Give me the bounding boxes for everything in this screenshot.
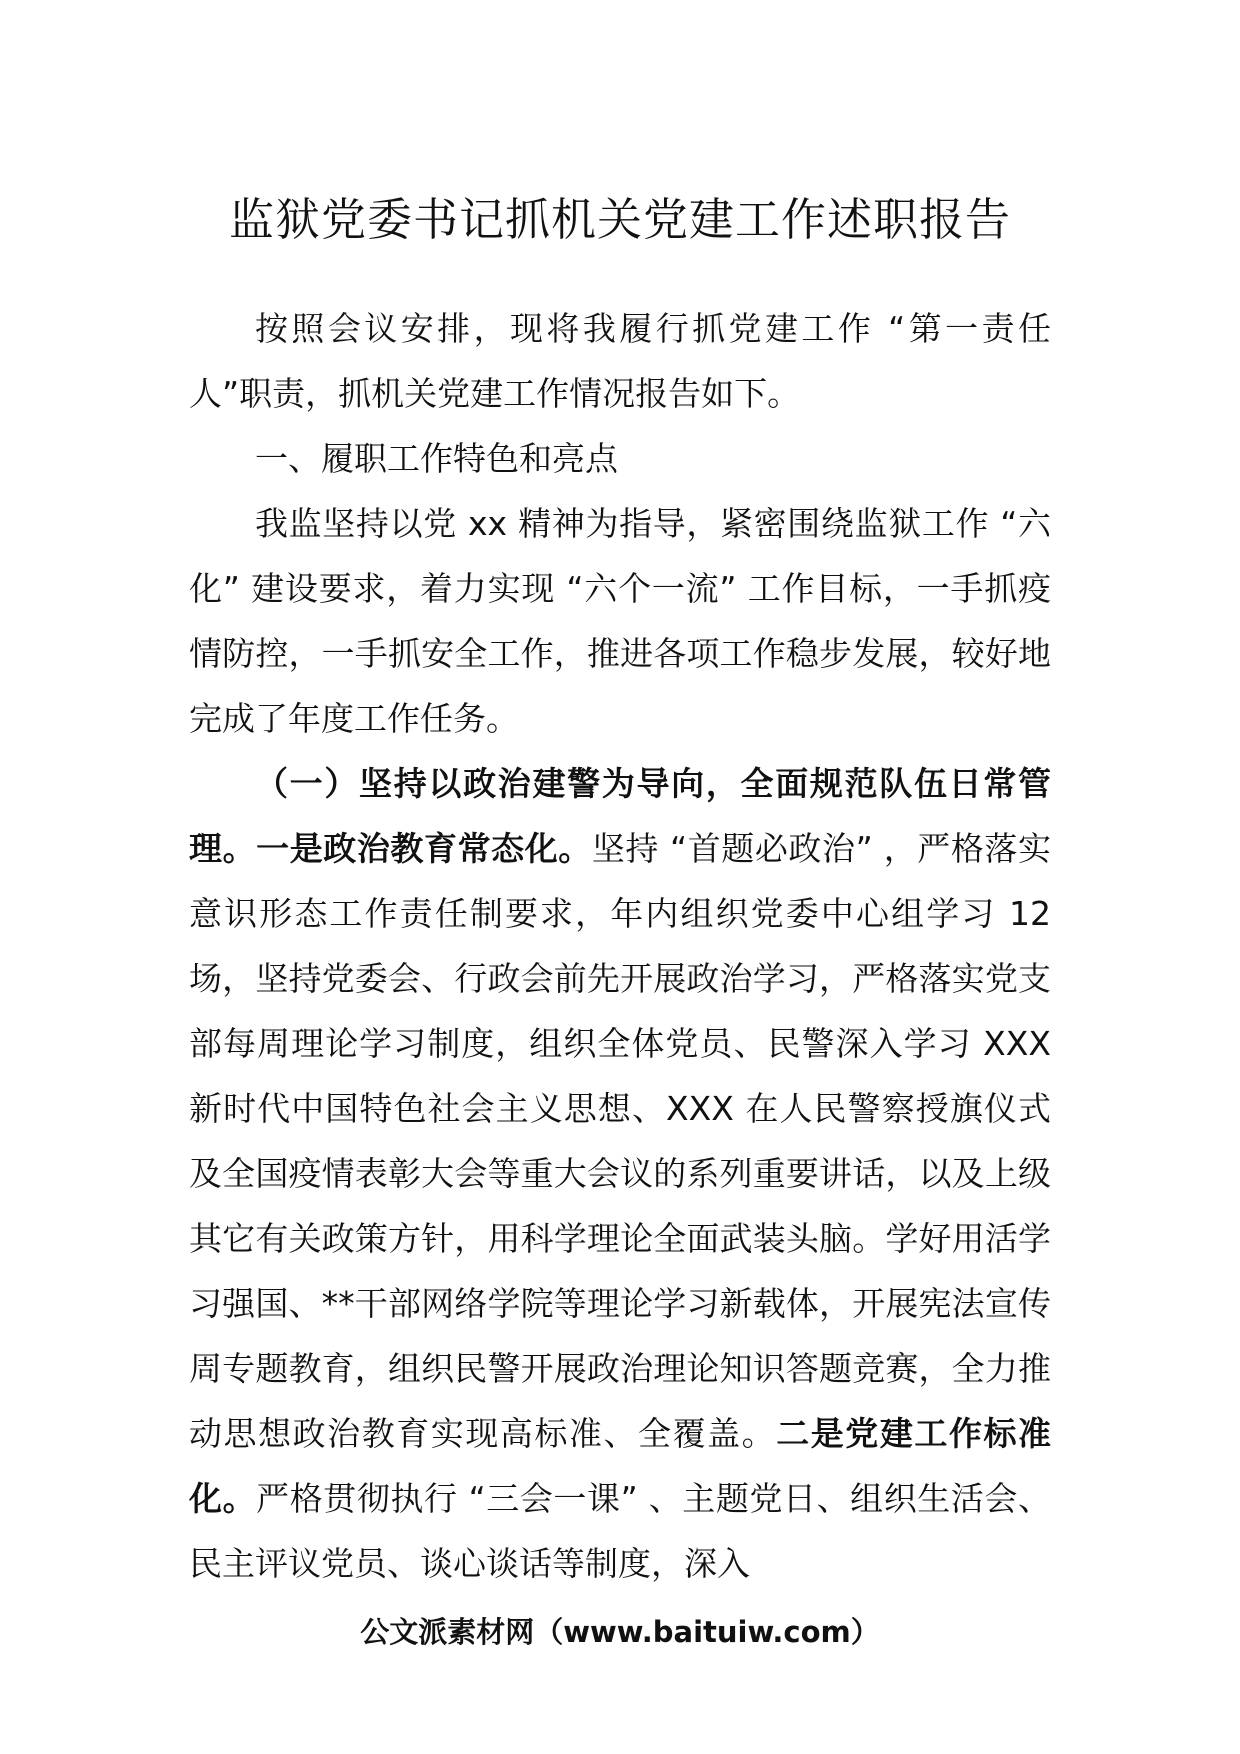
point-1-label: 一是政治教育常态化。 (256, 829, 592, 868)
subsection-heading: （一）坚持以政治建警为导向，全面规范队伍日常管理。 (189, 764, 1051, 868)
footer-credit: 公文派素材网（www.baituiw.com） (360, 1615, 880, 1649)
section-heading: 一、履职工作特色和亮点 (255, 439, 618, 478)
document-body (189, 296, 1051, 1596)
document-title: 监狱党委书记抓机关党建工作述职报告 (228, 193, 1011, 246)
intro-paragraph: 按照会议安排，现将我履行抓党建工作 “第一责任人”职责，抓机关党建工作情况报告如下。 (189, 309, 1051, 413)
point-1-text: 坚持 “首题必政治” ，严格落实意识形态工作责任制要求，年内组织党委中心组学习 12 场，坚持党委会、行政会前先开展政治学习，严格落实党支部每周理论学习制度，组织全体党员、民警深入学习 XXX 新时代中国特色社会主义思想、XXX 在人民警察授旗仪式及全国疫情表彰大会等重大会议的系列重要讲话，以及上级其它有关政策方针，用科学理论全面武装头脑。学好用活学习强国、**干部网络学院等理论学习新载体，开展宪法宣传周专题教育，组织民警开展政治理论知识答题竞赛，全力推动思想政治教育实现高标准、全覆盖。 (189, 829, 1051, 1453)
point-2-text: 严格贯彻执行 “三会一课” 、主题党日、组织生活会、民主评议党员、谈心谈话等制度，深入 (189, 1479, 1051, 1583)
point-2-label: 二是党建工作标准化。 (189, 1414, 1052, 1518)
section-paragraph: 我监坚持以党 xx 精神为指导，紧密围绕监狱工作 “六化” 建设要求，着力实现 “六个一流” 工作目标，一手抓疫情防控，一手抓安全工作，推进各项工作稳步发展，较好地完成了年度工作任务。 (189, 504, 1051, 738)
subsection-paragraph (189, 751, 1051, 1596)
